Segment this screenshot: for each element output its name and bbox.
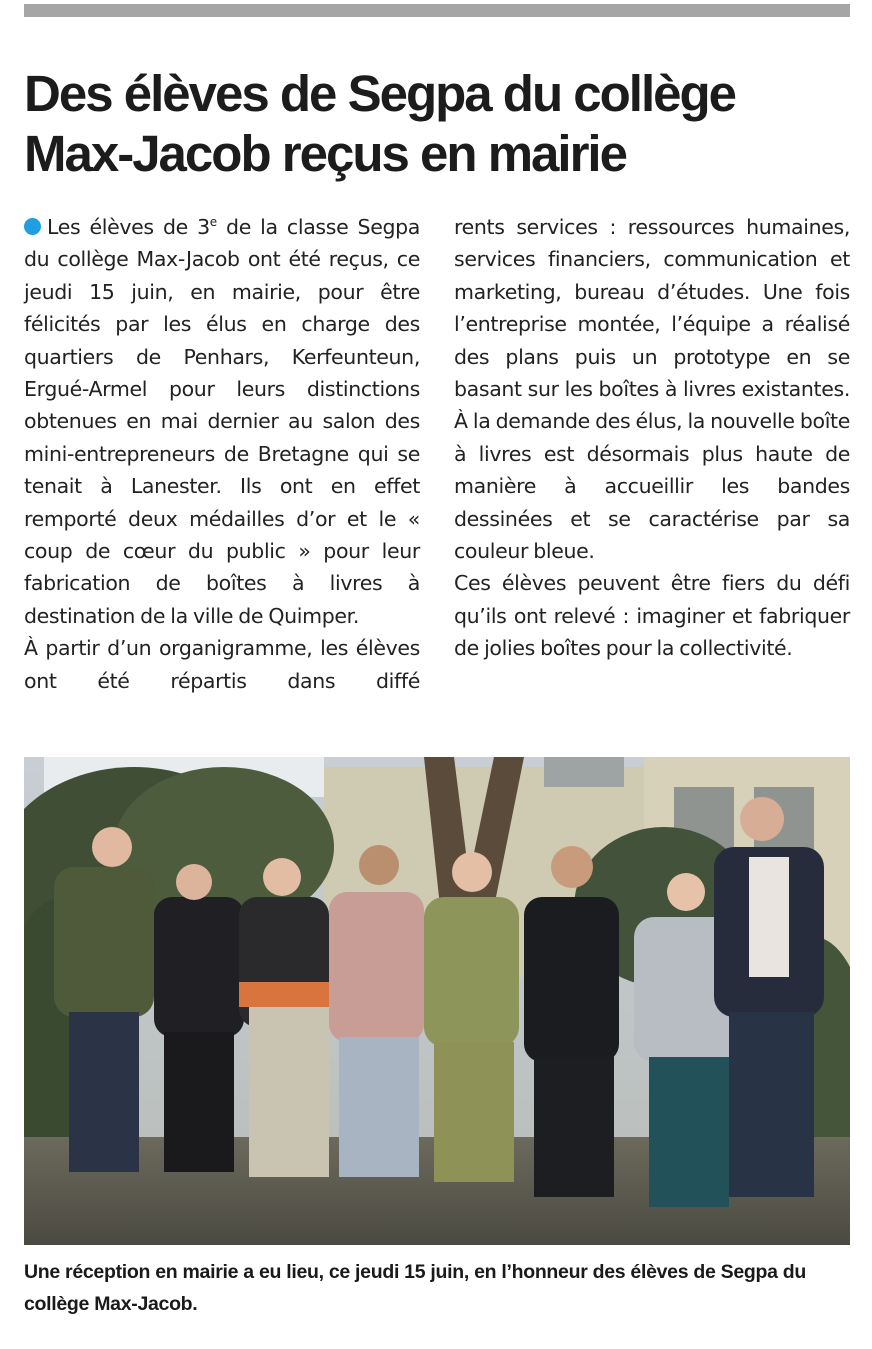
paragraph-1 [24,211,420,632]
paragraph-2-start: À partir d’un organigramme, les élèves ont été répartis dans diffé [24,636,420,693]
group-photo [24,757,850,1245]
top-rule [24,4,850,17]
paragraph-2-end: rents services : ressources humaines, services financiers, communication et marketing, bureau d’études. Une fois l’entreprise montée, l’équipe a réalisé des plans puis un prototype en se basant sur les boîtes à livres existantes. À la demande des élus, la nouvelle boîte à livres est désormais plus haute de manière à accueillir les bandes dessinées et se caractérise par sa couleur bleue. [454,215,850,564]
text-column-right [454,211,850,665]
photo-caption: Une réception en mairie a eu lieu, ce jeudi 15 juin, en l’honneur des élèves de Segpa du collège Max-Jacob. [24,1261,807,1315]
group-photo-illustration [24,757,850,1245]
text-column-left [24,211,420,697]
paragraph-3: Ces élèves peuvent être fiers du défi qu’ils ont relevé : imaginer et fabriquer de jolies boîtes pour la collectivité. [454,571,850,661]
bullet-icon [24,218,41,235]
superscript: e [209,215,217,230]
headline: Des élèves de Segpa du collège Max-Jacob reçus en mairie [24,65,736,182]
lead-intro: Les élèves de 3 [47,215,210,239]
lead-rest: de la classe Segpa du collège Max-Jacob ont été reçus, ce jeudi 15 juin, en mairie, pour être félicités par les élus en charge des quartiers de Penhars, Kerfeunteun, Ergué-Armel pour leurs distinctions obtenues en mai dernier au salon des mini-entrepreneurs de Bretagne qui se tenait à Lanester. Ils ont en effet remporté deux médailles d’or et le « coup de cœur du public » pour leur fabrication de boîtes à livres à destination de la ville de Quimper. [24,215,420,628]
